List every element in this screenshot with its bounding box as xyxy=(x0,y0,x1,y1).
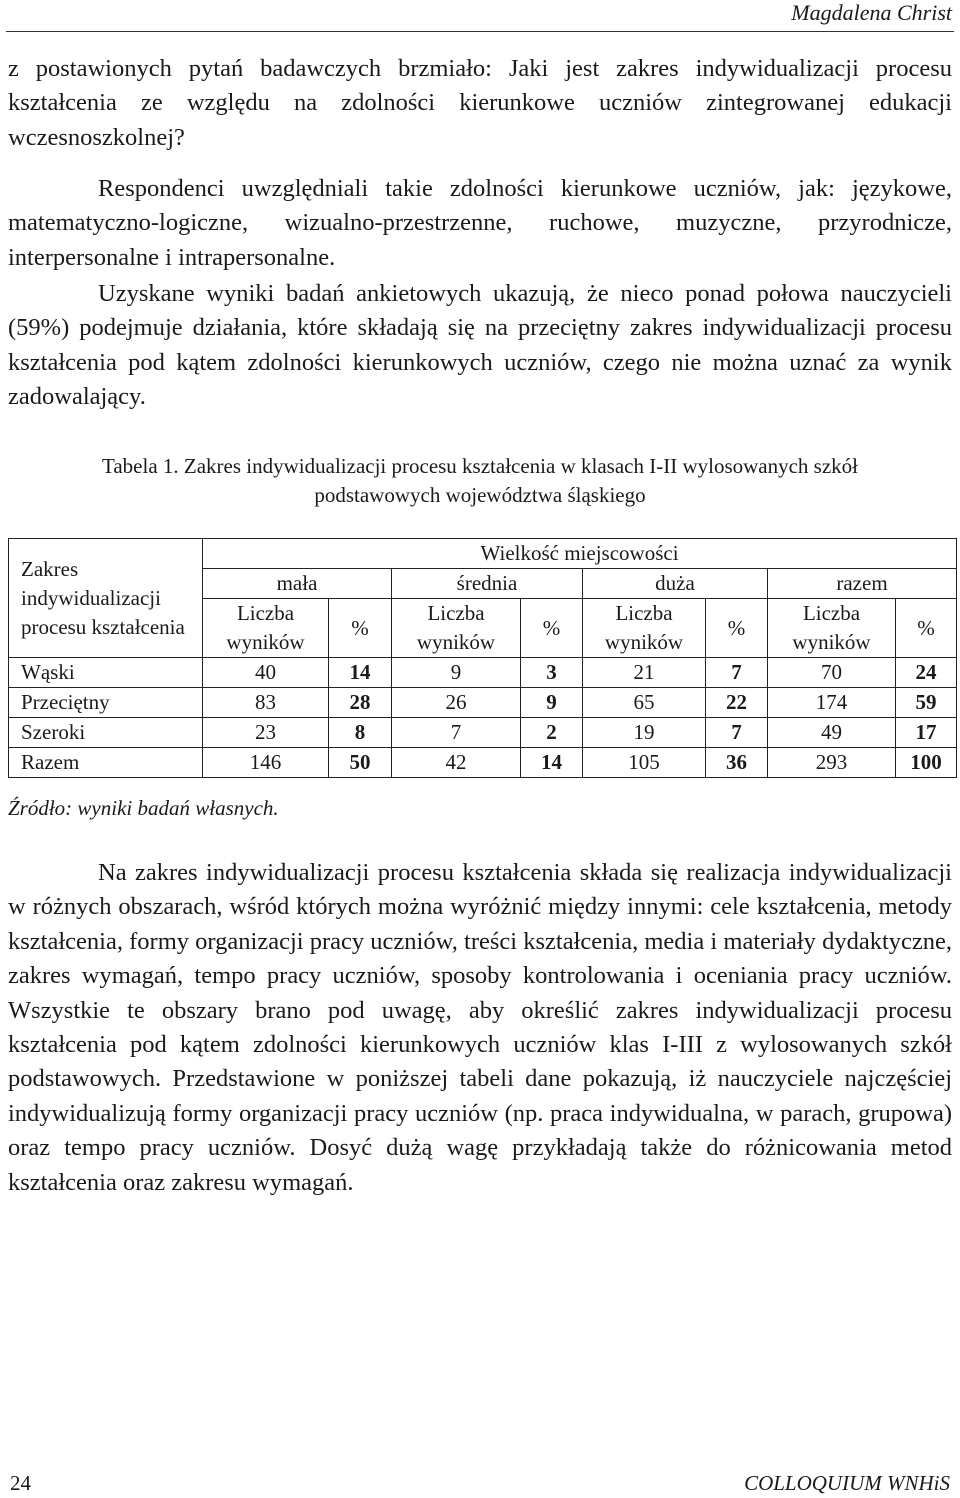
table-cell-pct: 14 xyxy=(329,658,392,688)
table-cell-pct: 28 xyxy=(329,688,392,718)
table-header-srednia: średnia xyxy=(392,569,583,599)
table-cell-pct: 14 xyxy=(521,748,583,778)
header-rule xyxy=(6,31,954,32)
table-cell-count: 19 xyxy=(583,718,706,748)
table-row xyxy=(9,688,957,718)
table-header-count xyxy=(203,599,329,658)
table-cell-count: 49 xyxy=(768,718,896,748)
table-cell-pct: 50 xyxy=(329,748,392,778)
table-header-count-line-1: Liczba xyxy=(802,601,861,625)
table-header-pct: % xyxy=(706,599,768,658)
table-cell-count: 293 xyxy=(768,748,896,778)
table-header-count-line-1: Liczba xyxy=(615,601,673,625)
table-row xyxy=(9,718,957,748)
table-cell-pct: 24 xyxy=(896,658,957,688)
results-table xyxy=(8,538,957,778)
table-header-count-line-2: wyników xyxy=(416,630,496,654)
table-cell-count: 9 xyxy=(392,658,521,688)
table-cell-count: 26 xyxy=(392,688,521,718)
table-row-label: Wąski xyxy=(9,658,203,688)
table-cell-count: 65 xyxy=(583,688,706,718)
table-header-pct: % xyxy=(521,599,583,658)
table-header-razem: razem xyxy=(768,569,957,599)
table-row xyxy=(9,658,957,688)
table-header-pct: % xyxy=(896,599,957,658)
table-source-note: Źródło: wyniki badań własnych. xyxy=(8,796,279,820)
table-stub-header: Zakres indywidualizacji procesu kształcenia xyxy=(9,539,203,658)
table-cell-pct: 22 xyxy=(706,688,768,718)
table-cell-pct: 17 xyxy=(896,718,957,748)
table-row-label: Razem xyxy=(9,748,203,778)
table-caption-line-1: Tabela 1. Zakres indywidualizacji procesu kształcenia w klasach I-II wylosowanych szkół xyxy=(102,454,858,478)
table-cell-pct: 100 xyxy=(896,748,957,778)
paragraph-respondents: Respondenci uwzględniali takie zdolności kierunkowe uczniów, jak: językowe, matematyczno-logiczne, wizualno-przestrzenne, ruchowe, muzyczne, przyrodnicze, interpersonalne i intrapersonalne. xyxy=(8,175,952,271)
table-cell-pct: 59 xyxy=(896,688,957,718)
table-cell-pct: 3 xyxy=(521,658,583,688)
table-row-label: Przeciętny xyxy=(9,688,203,718)
table-cell-count: 7 xyxy=(392,718,521,748)
table-cell-count: 83 xyxy=(203,688,329,718)
table-header-mala: mała xyxy=(203,569,392,599)
table-header-count xyxy=(768,599,896,658)
table-caption xyxy=(8,452,952,510)
table-caption-line-2: podstawowych województwa śląskiego xyxy=(314,483,646,507)
table-cell-pct: 7 xyxy=(706,658,768,688)
table-cell-count: 40 xyxy=(203,658,329,688)
table-header-duza: duża xyxy=(583,569,768,599)
table-cell-pct: 9 xyxy=(521,688,583,718)
paragraph-research-question: z postawionych pytań badawczych brzmiało: Jaki jest zakres indywidualizacji procesu kształcenia ze względu na zdolności kierunkowe uczniów zintegrowanej edukacji wczesnoszkolnej? xyxy=(8,55,952,151)
journal-name: COLLOQUIUM WNHiS xyxy=(744,1471,950,1495)
table-cell-pct: 2 xyxy=(521,718,583,748)
table-header-count-line-2: wyników xyxy=(604,630,684,654)
table-header-count-line-1: Liczba xyxy=(236,601,295,625)
table-cell-count: 174 xyxy=(768,688,896,718)
table-cell-count: 42 xyxy=(392,748,521,778)
table-cell-count: 21 xyxy=(583,658,706,688)
page-number: 24 xyxy=(10,1471,31,1495)
table-header-count-line-2: wyników xyxy=(226,630,305,654)
paragraph-results: Uzyskane wyniki badań ankietowych ukazują, że nieco ponad połowa nauczycieli (59%) podejmuje działania, które składają się na przeciętny zakres indywidualizacji procesu kształcenia pod kątem zdolności kierunkowych uczniów, czego nie można uznać za wynik zadowalający. xyxy=(8,280,952,411)
table-header-count-line-2: wyników xyxy=(792,630,871,654)
table-header-pct: % xyxy=(329,599,392,658)
table-header-count-line-1: Liczba xyxy=(427,601,485,625)
running-head-author: Magdalena Christ xyxy=(791,0,952,25)
table-header-count xyxy=(583,599,706,658)
table-cell-count: 70 xyxy=(768,658,896,688)
table-cell-pct: 7 xyxy=(706,718,768,748)
table-cell-count: 105 xyxy=(583,748,706,778)
table-row-label: Szeroki xyxy=(9,718,203,748)
table-row xyxy=(9,748,957,778)
paragraph-areas: Na zakres indywidualizacji procesu kształcenia składa się realizacja indywidualizacji w różnych obszarach, wśród których można wyróżnić między innymi: cele kształcenia, metody kształcenia, formy organizacji pracy uczniów, treści kształcenia, media i materiały dydaktyczne, zakres wymagań, tempo pracy uczniów, sposoby kontrolowania i oceniania pracy uczniów. Wszystkie te obszary brano pod uwagę, aby określić zakres indywidualizacji procesu kształcenia pod kątem zdolności kierunkowych uczniów klas I-III z wylosowanych szkół podstawowych. Przedstawione w poniższej tabeli dane pokazują, iż nauczyciele najczęściej indywidualizują formy organizacji pracy uczniów (np. praca indywidualna, w parach, grupowa) oraz tempo pracy uczniów. Dosyć dużą wagę przykładają także do różnicowania metod kształcenia oraz zakresu wymagań. xyxy=(8,859,952,1196)
table-group-header: Wielkość miejscowości xyxy=(203,539,957,569)
table-cell-pct: 8 xyxy=(329,718,392,748)
table-cell-pct: 36 xyxy=(706,748,768,778)
table-header-count xyxy=(392,599,521,658)
table-cell-count: 23 xyxy=(203,718,329,748)
table-cell-count: 146 xyxy=(203,748,329,778)
